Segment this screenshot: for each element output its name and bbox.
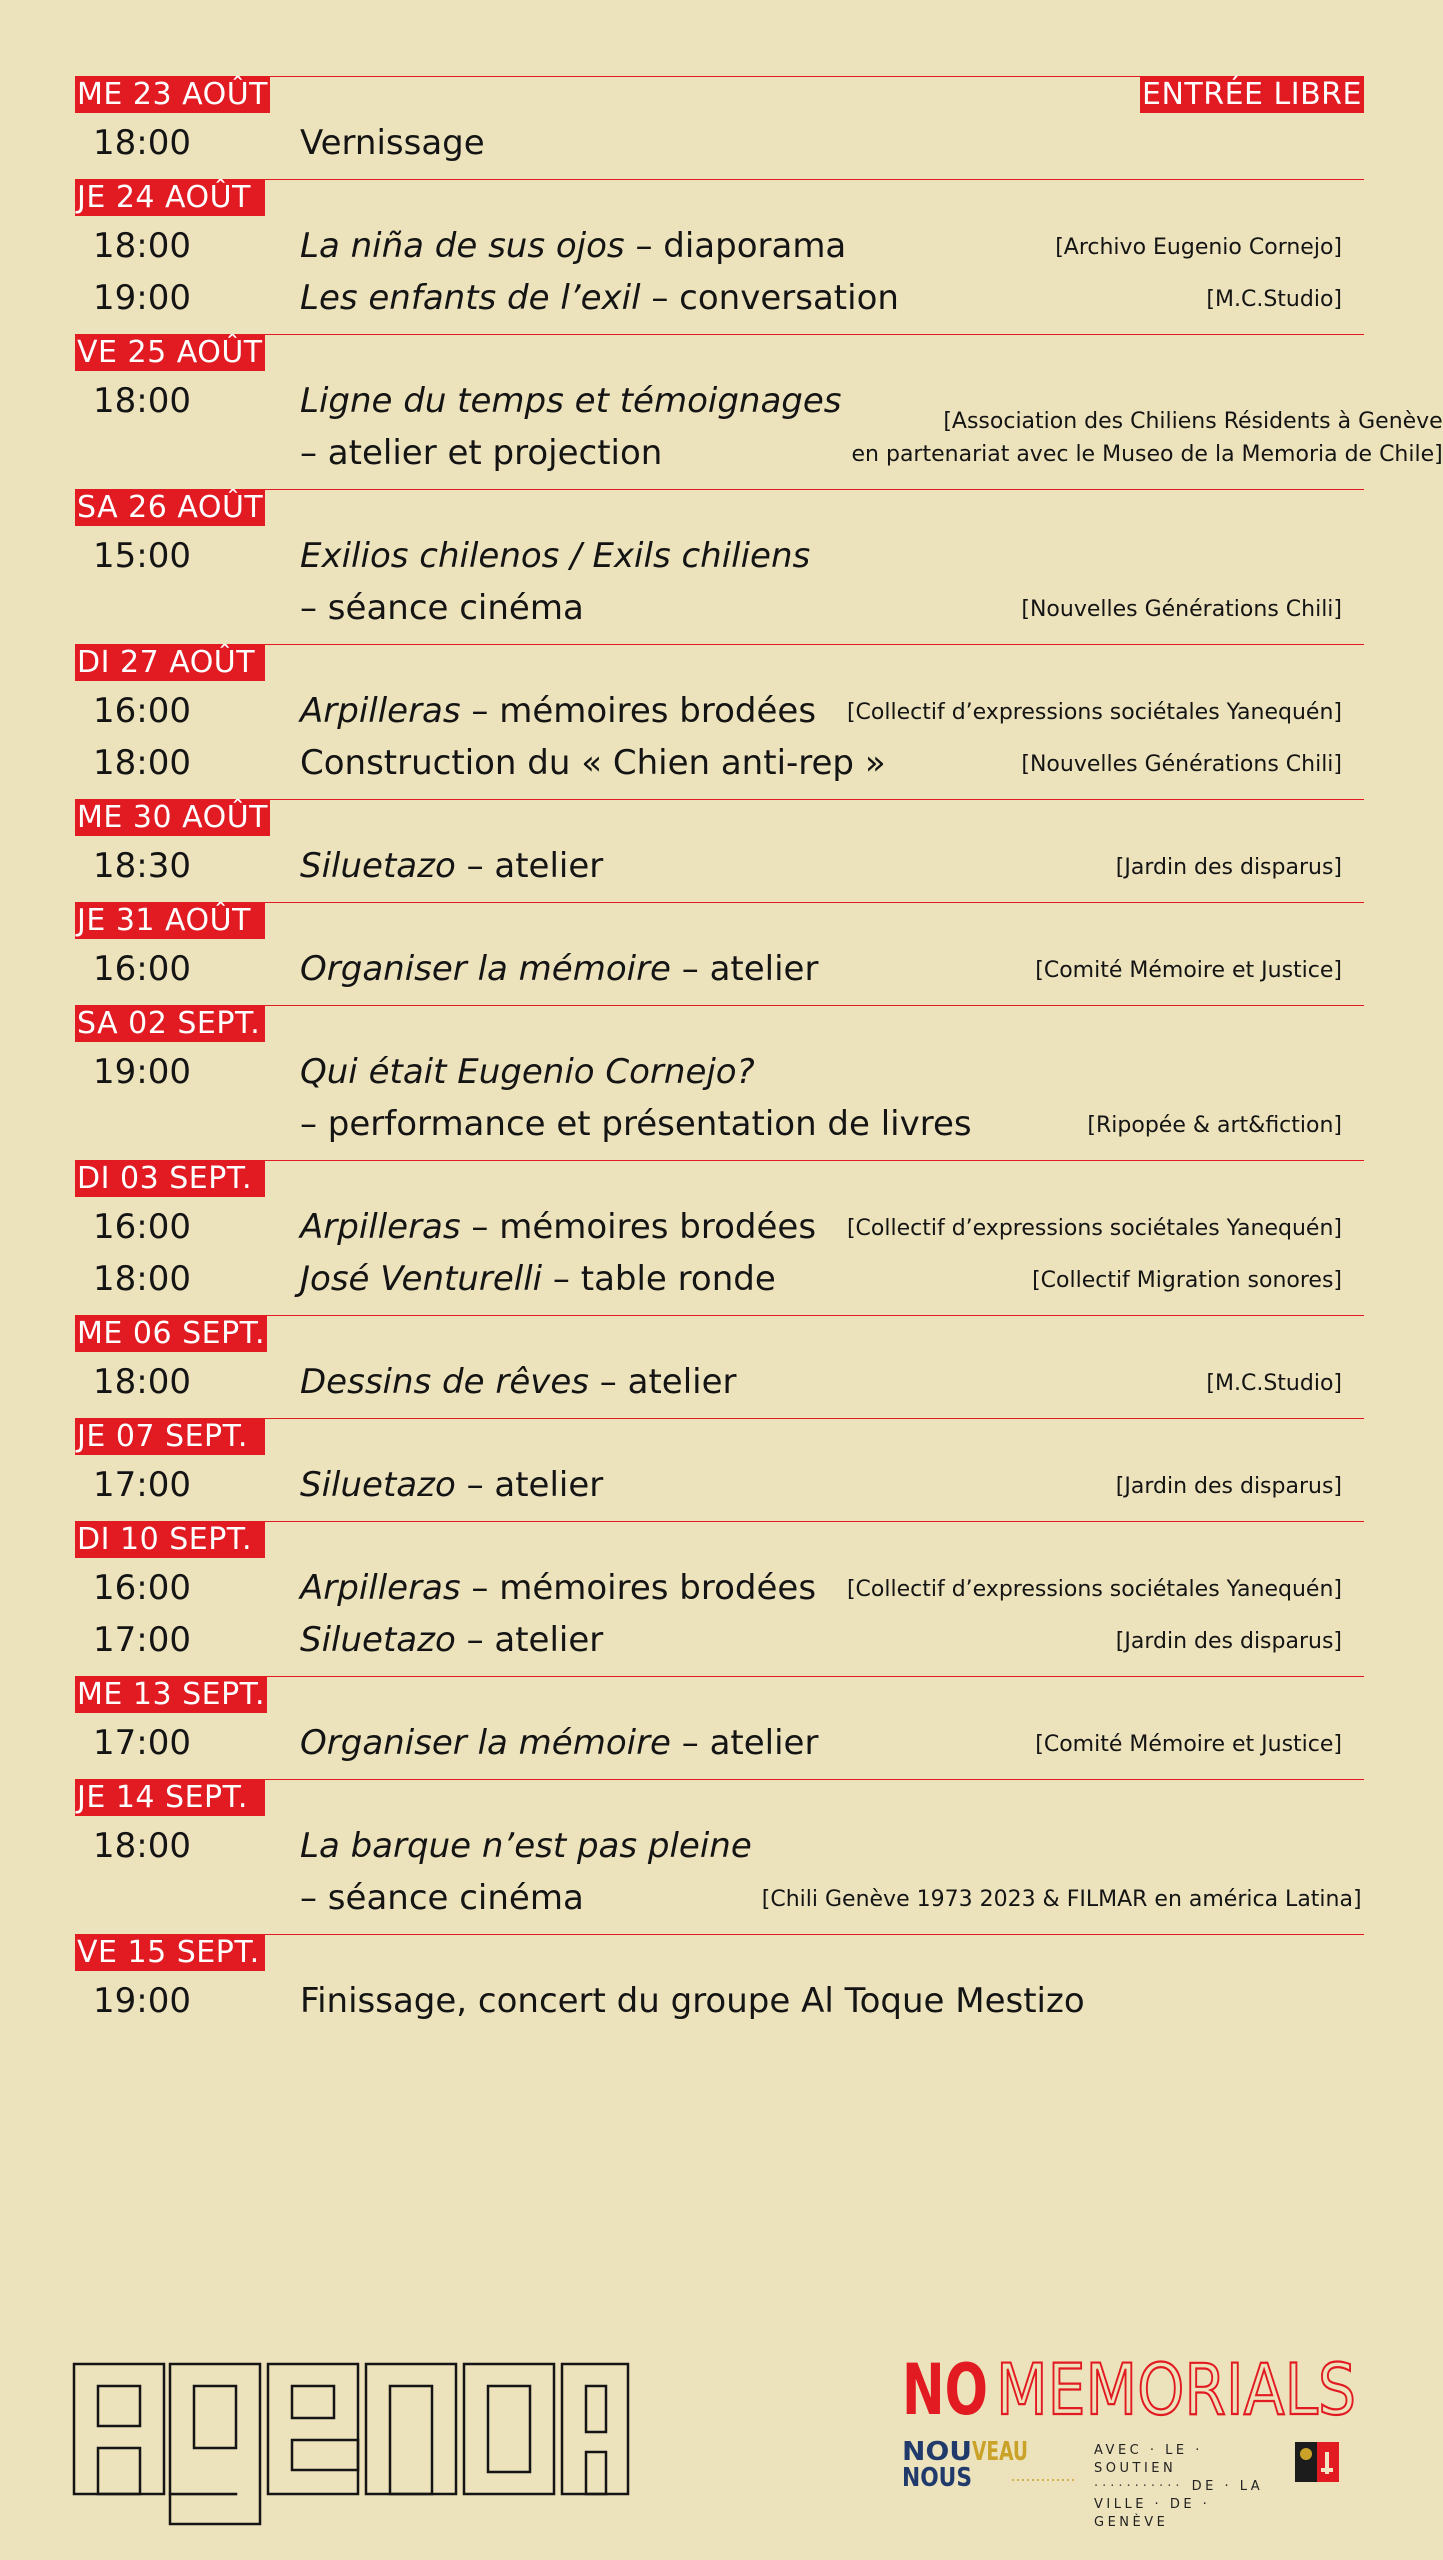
event-organizer [1116,851,1342,892]
event-title-italic: Exilios chilenos / Exils chiliens [300,536,811,576]
support-line-2: ··········· DE · LA [1094,2479,1264,2494]
event-title-line [300,123,485,163]
event-time: 15:00 [93,536,191,576]
event-row [75,1459,1364,1511]
event-organizer [1035,1728,1342,1769]
event-title-italic: Organiser la mémoire [300,949,671,989]
event-title-text: – diaporama [624,226,847,266]
day-block [75,76,1364,179]
date-tag: DI 27 AOÛT [75,645,265,681]
organizer-line: [Ripopée & art&fiction] [1087,1113,1342,1138]
event-organizer [1087,1109,1342,1150]
event-title [300,1820,752,1924]
event-title-italic: Arpilleras [300,1207,461,1247]
event-organizer [847,1212,1342,1253]
event-time: 18:00 [93,743,191,783]
event-row [75,375,1443,479]
svg-text:MEMORIALS: MEMORIALS [996,2349,1356,2431]
event-organizer [1055,231,1342,272]
event-organizer [1021,593,1342,634]
event-title-line [300,1362,737,1402]
event-title [300,737,1011,789]
event-row [75,1562,1364,1614]
day-block [75,1160,1364,1315]
event-row [75,1201,1364,1253]
event-title-line [300,949,818,989]
day-block [75,799,1364,902]
event-title-italic: La niña de sus ojos [300,226,625,266]
event-title-text: – conversation [640,278,899,318]
event-title-line [300,1259,776,1299]
event-organizer [1116,1470,1342,1511]
date-tag: DI 10 SEPT. [75,1522,265,1558]
date-tag: ME 30 AOÛT [77,800,268,835]
event-row [75,1253,1364,1305]
event-row [75,943,1364,995]
date-tag: SA 26 AOÛT [77,490,264,525]
event-title-text: Finissage, concert du groupe Al Toque Mestizo [300,1981,1085,2021]
event-time: 17:00 [93,1465,191,1505]
organizer-line: [Collectif d’expressions sociétales Yanequén] [846,1216,1342,1241]
event-title [300,943,1025,995]
date-tag: JE 24 AOÛT [75,180,265,216]
event-title-line [300,1052,755,1092]
event-title [300,1975,1332,2027]
event-row [75,1046,1364,1150]
date-tag: JE 07 SEPT. [75,1419,265,1455]
event-title-line [300,226,846,266]
organizer-line: [Comité Mémoire et Justice] [1035,958,1342,983]
date-tag: VE 15 SEPT. [75,1935,265,1971]
date-tag: DI 03 SEPT. [75,1161,265,1197]
event-title [300,220,1045,272]
support-line-3: VILLE · DE · GENÈVE [1094,2497,1211,2530]
organizer-line: [Jardin des disparus] [1115,1474,1342,1499]
event-row [75,1975,1364,2027]
event-row [75,840,1364,892]
event-subtitle: – atelier et projection [300,433,663,473]
event-title-text: – table ronde [542,1259,776,1299]
event-time: 16:00 [93,1568,191,1608]
date-tag: JE 31 AOÛT [75,903,265,939]
event-title-italic: Les enfants de l’exil [300,278,641,318]
event-time: 18:00 [93,1362,191,1402]
event-title-text: – atelier [670,949,819,989]
event-time: 18:00 [93,1826,191,1866]
event-organizer [1032,1264,1342,1305]
organizer-line: [Collectif Migration sonores] [1032,1268,1342,1293]
day-block [75,1779,1364,1934]
event-organizer [847,696,1342,737]
date-tag: ME 13 SEPT. [77,1677,265,1712]
event-time: 16:00 [93,949,191,989]
day-block [75,1676,1364,1779]
event-title [300,1562,837,1614]
event-time: 17:00 [93,1723,191,1763]
event-row [75,530,1364,634]
event-title-line [300,1465,603,1505]
organizer-line: [M.C.Studio] [1206,287,1342,312]
date-tag: VE 25 AOÛT [75,335,265,371]
organizer-line: [Comité Mémoire et Justice] [1035,1732,1342,1757]
day-block [75,1521,1364,1676]
organizer-line: [Jardin des disparus] [1115,1629,1342,1654]
event-organizer [1116,1625,1342,1666]
event-title-text: Vernissage [300,123,485,163]
event-title-line [300,536,810,576]
event-title-line [300,846,603,886]
agenda-list [75,76,1443,2037]
event-title-line [300,381,842,421]
event-row [75,1356,1364,1408]
event-time: 18:00 [93,226,191,266]
event-title-italic: Qui était Eugenio Cornejo? [300,1052,755,1092]
svg-text:VEAU: VEAU [972,2437,1028,2467]
event-time: 18:00 [93,1259,191,1299]
event-time: 16:00 [93,691,191,731]
event-title [300,1253,1022,1305]
date-tag: ME 06 SEPT. [77,1316,265,1351]
date-tag: JE 14 SEPT. [75,1780,265,1816]
event-title-italic: Siluetazo [300,1465,456,1505]
event-title [300,530,1011,634]
nouveau-logo [902,2436,1082,2492]
event-subtitle: – séance cinéma [300,588,584,628]
event-row [75,1820,1364,1924]
event-title-line [300,1620,603,1660]
organizer-line: [Nouvelles Générations Chili] [1021,597,1342,622]
event-organizer [847,1573,1342,1614]
nomemorials-logo [900,2348,1360,2431]
event-title-italic: José Venturelli [300,1259,543,1299]
event-title-italic: Siluetazo [300,1620,456,1660]
event-title-italic: Ligne du temps et témoignages [300,381,842,421]
event-subtitle: – performance et présentation de livres [300,1104,972,1144]
event-organizer [762,1883,1362,1924]
day-block [75,334,1443,489]
event-title-line [300,743,886,783]
event-title-text: – atelier [455,846,604,886]
event-title [300,272,1196,324]
event-time: 18:00 [93,123,191,163]
event-title-line [300,691,816,731]
event-time: 19:00 [93,278,191,318]
event-organizer [1206,283,1342,324]
event-title-italic: Dessins de rêves [300,1362,589,1402]
event-title [300,1614,1106,1666]
footer [0,2340,1440,2560]
event-title-italic: Arpilleras [300,691,461,731]
day-block [75,1315,1364,1418]
organizer-line: [Collectif d’expressions sociétales Yanequén] [846,1577,1342,1602]
event-title-italic: Organiser la mémoire [300,1723,671,1763]
event-row [75,685,1364,737]
date-tag: ME 23 AOÛT [77,77,268,112]
support-line-1: AVEC · LE · SOUTIEN [1094,2443,1203,2476]
date-tag: SA 02 SEPT. [75,1006,265,1042]
event-title-line [300,1723,818,1763]
organizer-line: [Chili Genève 1973 2023 & FILMAR en américa Latina] [761,1887,1362,1912]
day-block [75,644,1364,799]
event-title [300,117,1332,169]
organizer-line: [Jardin des disparus] [1115,855,1342,880]
geneve-crest-icon [1291,2438,1347,2486]
event-time: 17:00 [93,1620,191,1660]
day-block [75,1005,1364,1160]
event-title [300,375,842,479]
day-block [75,1934,1364,2037]
event-title-text: – atelier [455,1465,604,1505]
organizer-line: [Association des Chiliens Résidents à Genève [943,409,1443,434]
organizer-line: [M.C.Studio] [1206,1371,1342,1396]
event-organizer [1021,748,1342,789]
support-text [1094,2442,1284,2532]
event-title [300,1046,1077,1150]
event-title-line [300,1981,1085,2021]
svg-text:NO: NO [902,2349,988,2431]
event-title-line [300,1568,816,1608]
day-block [75,179,1364,334]
event-title [300,840,1106,892]
event-organizer [852,405,1443,479]
event-title-text: – mémoires brodées [460,691,817,731]
event-row [75,1717,1364,1769]
day-block [75,1418,1364,1521]
event-title [300,685,837,737]
organizer-line: [Archivo Eugenio Cornejo] [1055,235,1342,260]
event-time: 18:00 [93,381,191,421]
event-title [300,1717,1025,1769]
svg-text:NOU: NOU [902,2437,972,2467]
event-title-italic: La barque n’est pas pleine [300,1826,752,1866]
event-title-text: – atelier [589,1362,737,1402]
event-title-line [300,1207,816,1247]
event-title-text: – mémoires brodées [460,1568,817,1608]
event-title-text: – atelier [455,1620,604,1660]
organizer-line: en partenariat avec le Museo de la Memoria de Chile] [851,442,1443,467]
event-title-text: – atelier [670,1723,819,1763]
event-time: 19:00 [93,1981,191,2021]
event-organizer [1206,1367,1342,1408]
event-time: 18:30 [93,846,191,886]
event-title-italic: Siluetazo [300,846,456,886]
event-title-line [300,278,899,318]
event-title-text: Construction du « Chien anti-rep » [300,743,886,783]
event-row [75,737,1364,789]
agenda-logo [72,2352,632,2532]
event-row [75,220,1364,272]
event-subtitle: – séance cinéma [300,1878,584,1918]
event-title [300,1459,1106,1511]
day-block [75,489,1364,644]
event-title-line [300,1826,752,1866]
event-time: 19:00 [93,1052,191,1092]
day-block [75,902,1364,1005]
organizer-line: [Collectif d’expressions sociétales Yanequén] [846,700,1342,725]
event-title-text: – mémoires brodées [460,1207,817,1247]
event-title [300,1356,1196,1408]
event-organizer [1035,954,1342,995]
event-row [75,1614,1364,1666]
event-row [75,117,1364,169]
event-title [300,1201,837,1253]
event-time: 16:00 [93,1207,191,1247]
organizer-line: [Nouvelles Générations Chili] [1021,752,1342,777]
svg-text:NOUS: NOUS [902,2463,972,2493]
free-entry-badge: ENTRÉE LIBRE [1142,77,1362,112]
event-row [75,272,1364,324]
event-title-italic: Arpilleras [300,1568,461,1608]
